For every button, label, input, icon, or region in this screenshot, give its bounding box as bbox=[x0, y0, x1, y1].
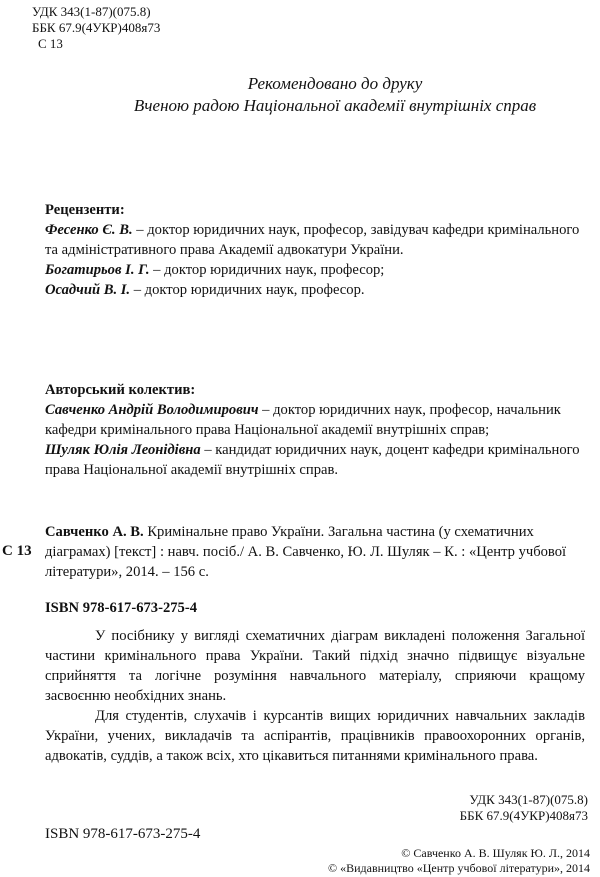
copyright-authors: © Савченко А. В. Шуляк Ю. Л., 2014 bbox=[401, 846, 590, 860]
copyright-publisher: © «Видавництво «Центр учбової літератури», 2014 bbox=[327, 861, 590, 875]
authors-heading: Авторський колектив: bbox=[45, 382, 196, 398]
footer-classification bbox=[460, 792, 588, 824]
catalog-isbn: ISBN 978-617-673-275-4 bbox=[45, 600, 198, 616]
recommendation-line2: Вченою радою Національної академії внутрішніх справ bbox=[133, 96, 537, 115]
reviewers-section bbox=[45, 200, 585, 300]
reviewer-item: Осадчий В. І. – доктор юридичних наук, професор. bbox=[45, 282, 365, 298]
abstract bbox=[45, 626, 585, 766]
bbk-code: ББК 67.9(4УКР)408я73 bbox=[32, 20, 161, 35]
abstract-paragraph-1: У посібнику у вигляді схематичних діаграм викладені положення Загальної частини кримінального права України. Такий підхід значно підвищує візуальне сприйняття та логічне розуміння навчального матеріалу, сприяючи кращому засвоєнню необхідних знань. bbox=[45, 628, 585, 704]
reviewer-item: Богатирьов І. Г. – доктор юридичних наук, професор; bbox=[45, 262, 385, 278]
header-classification bbox=[32, 4, 160, 52]
copyright bbox=[328, 846, 590, 876]
abstract-paragraph-2: Для студентів, слухачів і курсантів вищих юридичних навчальних закладів України, учених, викладачів та аспірантів, працівників правоохоронних органів, адвокатів, суддів, а також всіх, хто цікавиться питаннями кримінального права. bbox=[45, 708, 585, 764]
catalog-text: Кримінальне право України. Загальна частина (у схематичних діаграмах) [текст] : навч. посіб./ А. В. Савченко, Ю. Л. Шуляк – К. : «Центр учбової літератури», 2014. – 156 с. bbox=[45, 524, 567, 580]
footer-isbn: ISBN 978-617-673-275-4 bbox=[45, 826, 201, 842]
footer-bbk: ББК 67.9(4УКР)408я73 bbox=[459, 808, 588, 823]
author-item: Савченко Андрій Володимирович – доктор юридичних наук, професор, начальник кафедри кримінального права Національної академії внутрішніх справ; bbox=[45, 402, 561, 438]
reviewer-item: Фесенко Є. В. – доктор юридичних наук, професор, завідувач кафедри кримінального та адміністративного права Академії адвокатури України. bbox=[45, 222, 580, 258]
reviewers-heading: Рецензенти: bbox=[45, 202, 125, 218]
author-sign: С 13 bbox=[38, 36, 63, 51]
footer-udk: УДК 343(1-87)(075.8) bbox=[469, 792, 588, 807]
authors-section bbox=[45, 380, 585, 480]
recommendation bbox=[0, 73, 600, 117]
catalog-author: Савченко А. В. bbox=[45, 524, 144, 540]
author-item: Шуляк Юлія Леонідівна – кандидат юридичних наук, доцент кафедри кримінального права Національної академії внутрішніх справ. bbox=[45, 442, 580, 478]
recommendation-line1: Рекомендовано до друку bbox=[247, 74, 423, 93]
udk-code: УДК 343(1-87)(075.8) bbox=[32, 4, 151, 19]
catalog-side-code: С 13 bbox=[2, 543, 32, 559]
catalog-entry bbox=[45, 522, 585, 582]
